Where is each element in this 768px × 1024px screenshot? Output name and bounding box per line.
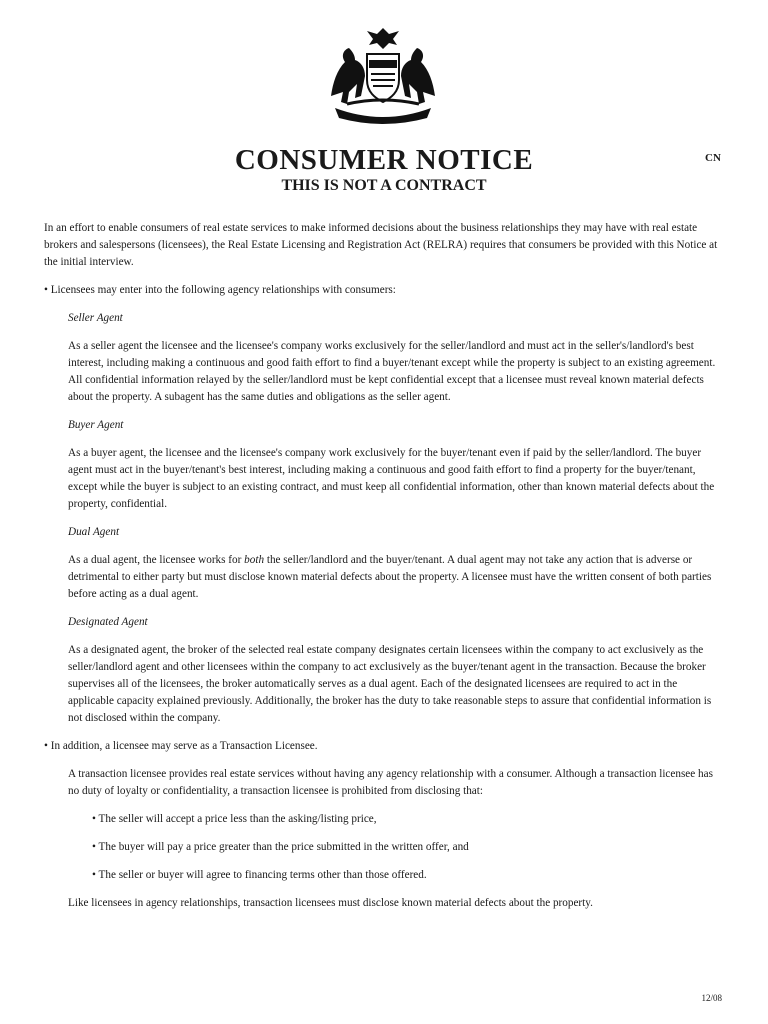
dual-agent-text-start: As a dual agent, the licensee works for	[68, 554, 245, 566]
transaction-closing: Like licensees in agency relationships, transaction licensees must disclose known material defects about the property.	[68, 897, 593, 909]
agency-intro: • Licensees may enter into the following agency relationships with consumers:	[44, 284, 396, 296]
designated-agent-text: As a designated agent, the broker of the selected real estate company designates certain licensees within the company to act exclusively as the seller/landlord agent and other licensees within the company to act exclusively as the buyer/tenant agent in the transaction. Because the broker supervises all of the licensees, the broker automatically serves as a dual agent. Each of the designated licensees are required to act in the applicable capacity explained previously. Additionally, the broker has the duty to take reasonable steps to assure that confidential information is not disclosed within the company.	[68, 644, 712, 724]
disclosure-bullet: • The seller or buyer will agree to financing terms other than those offered.	[92, 869, 427, 881]
transaction-licensee-intro: • In addition, a licensee may serve as a Transaction Licensee.	[44, 740, 318, 752]
document-body	[44, 220, 720, 923]
buyer-agent-text: As a buyer agent, the licensee and the licensee's company work exclusively for the buyer/tenant even if paid by the seller/landlord. The buyer agent must act in the buyer/tenant's best interest, including making a continuous and good faith effort to find a property for the buyer/tenant, except while the buyer is subject to an existing contract, and must keep all confidential information, other than known material defects about the property, confidential.	[68, 447, 715, 510]
disclosure-bullet: • The buyer will pay a price greater than the price submitted in the written offer, and	[92, 841, 469, 853]
form-code: CN	[705, 152, 721, 164]
disclosure-bullet: • The seller will accept a price less than the asking/listing price,	[92, 813, 377, 825]
seller-agent-text: As a seller agent the licensee and the licensee's company works exclusively for the seller/landlord and must act in the seller's/landlord's best interest, including making a continuous and good faith effort to find a buyer/tenant except while the property is subject to an existing agreement. All confidential information relayed by the seller/landlord must be kept confidential except that a licensee must reveal known material defects about the property. A subagent has the same duties and obligations as the seller agent.	[68, 340, 716, 403]
coat-of-arms-seal	[317, 24, 449, 124]
revision-date: 12/08	[701, 993, 722, 1003]
dual-agent-emphasis: both	[244, 554, 265, 566]
document-title: CONSUMER NOTICE	[234, 144, 534, 176]
buyer-agent-heading: Buyer Agent	[68, 419, 124, 431]
dual-agent-text-end: the seller/landlord and the buyer/tenant. A dual agent may not take any action that is adverse or detrimental to either party but must disclose known material defects about the property. A licensee must have the written consent of both parties before acting as a dual agent.	[68, 554, 712, 600]
dual-agent-heading: Dual Agent	[68, 526, 120, 538]
intro-paragraph: In an effort to enable consumers of real estate services to make informed decisions about the business relationships they may have with real estate brokers and salespersons (licensees), the Real Estate Licensing and Registration Act (RELRA) requires that consumers be provided with this Notice at the initial interview.	[44, 222, 718, 268]
dual-agent-text	[68, 552, 720, 603]
document-subtitle: THIS IS NOT A CONTRACT	[281, 177, 487, 194]
transaction-licensee-text: A transaction licensee provides real estate services without having any agency relationship with a consumer. Although a transaction licensee has no duty of loyalty or confidentiality, a transaction licensee is prohibited from disclosing that:	[68, 768, 713, 797]
designated-agent-heading: Designated Agent	[68, 616, 148, 628]
seller-agent-heading: Seller Agent	[68, 312, 123, 324]
